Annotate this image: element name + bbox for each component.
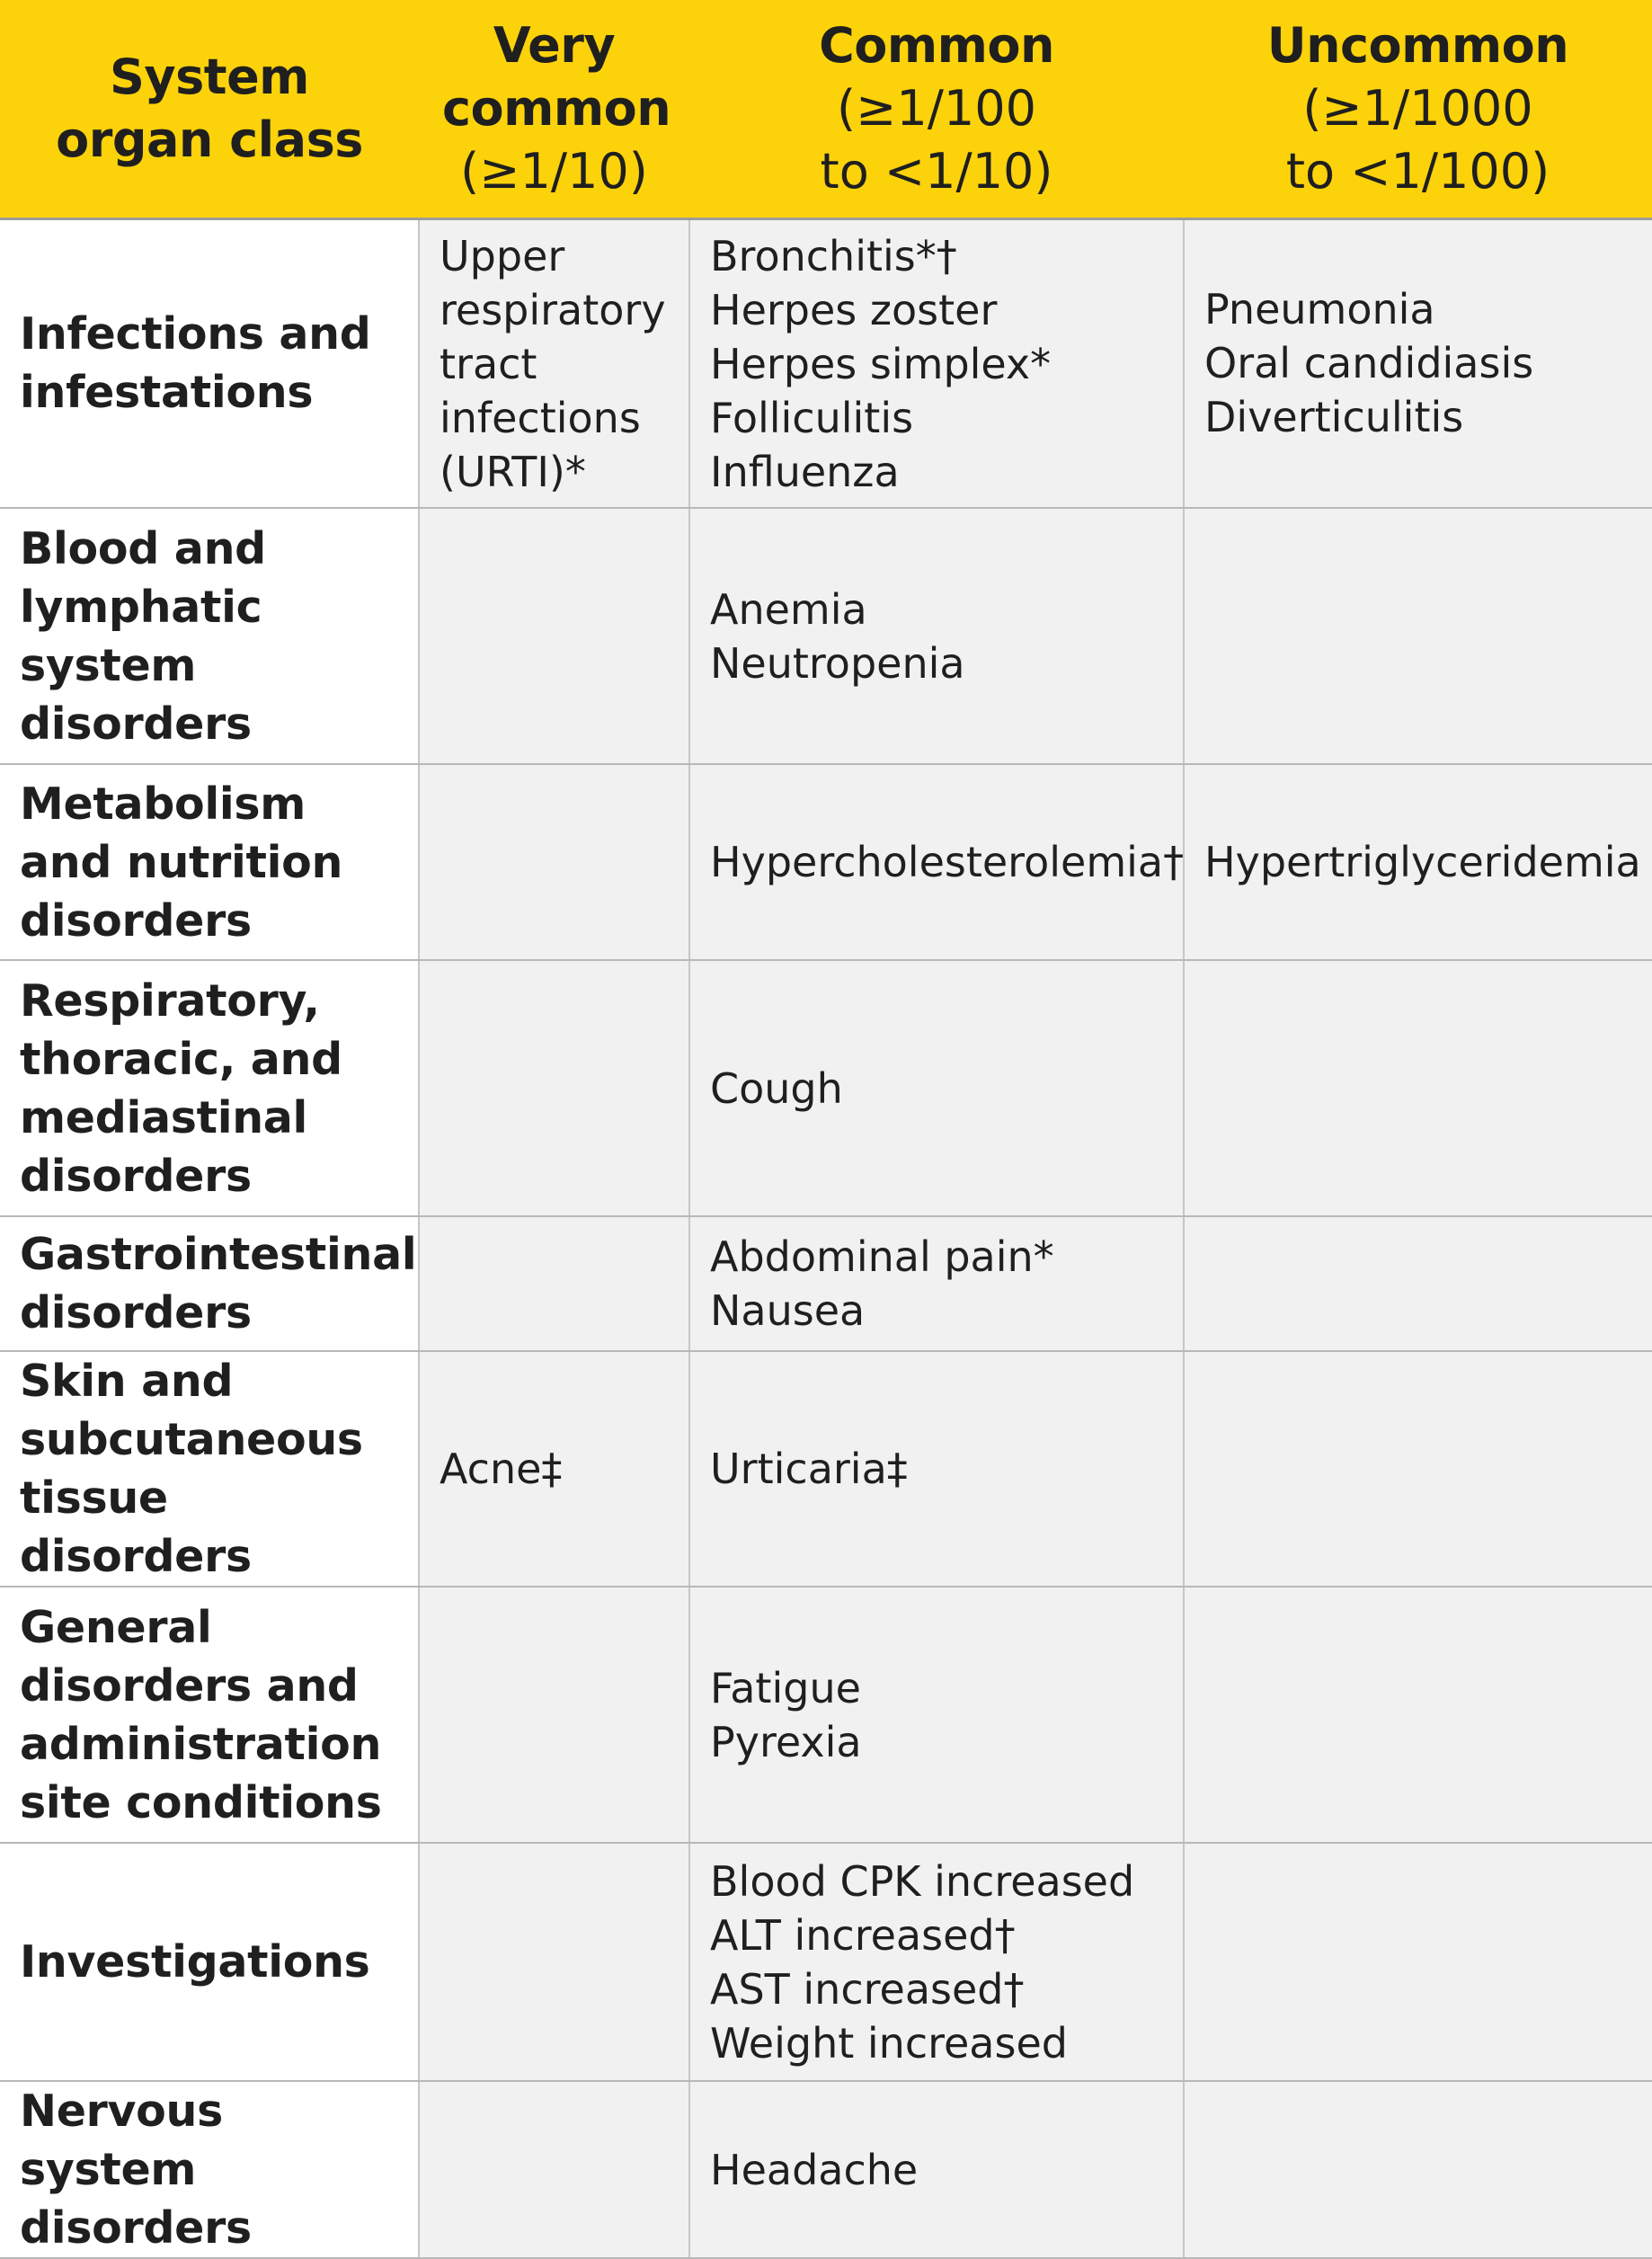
very-common-cell (419, 508, 689, 764)
uncommon-cell (1184, 1843, 1652, 2081)
uncommon-cell (1184, 1351, 1652, 1587)
system-organ-class-label: Investigations (20, 1936, 370, 1988)
adverse-reaction-item: Influenza (710, 447, 900, 496)
system-organ-class-label: General disorders and administration site conditions (20, 1601, 382, 1828)
adverse-reaction-item: tract (440, 339, 537, 388)
table-body (0, 218, 1652, 2258)
very-common-cell (419, 960, 689, 1216)
system-organ-class-label: Skin and subcutaneous tissue disorders (20, 1356, 363, 1582)
adverse-reaction-item: Headache (710, 2145, 919, 2194)
very-common-cell (419, 764, 689, 960)
system-organ-class-label: Blood and lymphatic system disorders (20, 522, 266, 750)
system-organ-class-cell (0, 960, 419, 1216)
table-row (0, 2081, 1652, 2258)
adverse-reaction-item: respiratory (440, 285, 666, 334)
system-organ-class-cell (0, 508, 419, 764)
system-organ-class-label: Gastrointestinal disorders (20, 1229, 417, 1339)
adverse-reaction-item: Weight increased (710, 2018, 1068, 2068)
header-common (689, 0, 1184, 218)
adverse-reaction-item: Pyrexia (710, 1717, 862, 1766)
table-row (0, 218, 1652, 508)
adverse-reaction-item: Fatigue (710, 1663, 861, 1712)
common-cell (689, 1351, 1184, 1587)
table-header (0, 0, 1652, 218)
adverse-reaction-item: Upper (440, 231, 565, 280)
header-common-title: Common (819, 16, 1054, 74)
adverse-reaction-item: Hypertriglyceridemia (1204, 838, 1641, 886)
common-cell (689, 2081, 1184, 2258)
adverse-reaction-item: Anemia (710, 584, 867, 634)
uncommon-cell (1184, 1216, 1652, 1351)
common-cell (689, 218, 1184, 508)
very-common-cell (419, 2081, 689, 2258)
header-soc-label: System organ class (56, 48, 363, 168)
header-very-common-range: (≥1/10) (460, 142, 648, 200)
system-organ-class-label: Respiratory, thoracic, and mediastinal disorders (20, 974, 342, 1202)
table-row (0, 1351, 1652, 1587)
header-uncommon-range-b: to <1/100) (1285, 142, 1550, 200)
adverse-reaction-item: Herpes simplex* (710, 339, 1052, 388)
common-cell (689, 508, 1184, 764)
very-common-cell (419, 1216, 689, 1351)
adverse-reaction-item: Neutropenia (710, 638, 965, 688)
adverse-reaction-item: Abdominal pain* (710, 1232, 1054, 1281)
uncommon-cell (1184, 1587, 1652, 1843)
common-cell (689, 1216, 1184, 1351)
system-organ-class-cell (0, 764, 419, 960)
table-row (0, 1216, 1652, 1351)
adverse-reaction-item: Urticaria‡ (710, 1445, 908, 1493)
uncommon-cell (1184, 508, 1652, 764)
adverse-reaction-item: Nausea (710, 1286, 866, 1335)
header-common-range-b: to <1/10) (820, 142, 1053, 200)
very-common-cell (419, 1587, 689, 1843)
uncommon-cell (1184, 2081, 1652, 2258)
adverse-reaction-item: Hypercholesterolemia† (710, 838, 1185, 886)
adverse-reaction-item: Folliculitis (710, 393, 914, 442)
header-system-organ-class (0, 0, 419, 218)
adverse-reaction-item: Blood CPK increased (710, 1856, 1135, 1906)
adverse-reaction-item: ALT increased† (710, 1910, 1016, 1960)
common-cell (689, 960, 1184, 1216)
table-row (0, 960, 1652, 1216)
table-row (0, 1843, 1652, 2081)
very-common-cell (419, 218, 689, 508)
header-very-common (419, 0, 689, 218)
very-common-cell (419, 1843, 689, 2081)
header-uncommon-title: Uncommon (1266, 16, 1569, 74)
adverse-reaction-item: Oral candidiasis (1204, 339, 1534, 388)
uncommon-cell (1184, 960, 1652, 1216)
adverse-reaction-item: Diverticulitis (1204, 393, 1464, 442)
common-cell (689, 1843, 1184, 2081)
header-very-common-title: Very common (442, 16, 671, 137)
common-cell (689, 1587, 1184, 1843)
adverse-reaction-item: (URTI)* (440, 447, 586, 496)
very-common-cell (419, 1351, 689, 1587)
system-organ-class-label: Metabolism and nutrition disorders (20, 778, 343, 947)
system-organ-class-cell (0, 2081, 419, 2258)
uncommon-cell (1184, 218, 1652, 508)
adverse-reaction-item: AST increased† (710, 1964, 1025, 2014)
adverse-reaction-item: Herpes zoster (710, 285, 998, 334)
adverse-reaction-item: Pneumonia (1204, 285, 1435, 334)
adverse-reaction-item: Bronchitis*† (710, 231, 957, 280)
system-organ-class-cell (0, 1216, 419, 1351)
uncommon-cell (1184, 764, 1652, 960)
header-uncommon-range-a: (≥1/1000 (1302, 79, 1533, 137)
system-organ-class-label: Infections and infestations (20, 308, 371, 419)
adverse-reaction-item: Acne‡ (440, 1445, 563, 1493)
system-organ-class-cell (0, 1843, 419, 2081)
system-organ-class-label: Nervous system disorders (20, 2086, 252, 2254)
header-uncommon (1184, 0, 1652, 218)
system-organ-class-cell (0, 1351, 419, 1587)
table-row (0, 764, 1652, 960)
system-organ-class-cell (0, 218, 419, 508)
table-row (0, 1587, 1652, 1843)
table-row (0, 508, 1652, 764)
adverse-reaction-item: infections (440, 393, 641, 442)
system-organ-class-cell (0, 1587, 419, 1843)
common-cell (689, 764, 1184, 960)
header-row (0, 0, 1652, 218)
adverse-reaction-item: Cough (710, 1063, 843, 1113)
header-common-range-a: (≥1/100 (837, 79, 1036, 137)
